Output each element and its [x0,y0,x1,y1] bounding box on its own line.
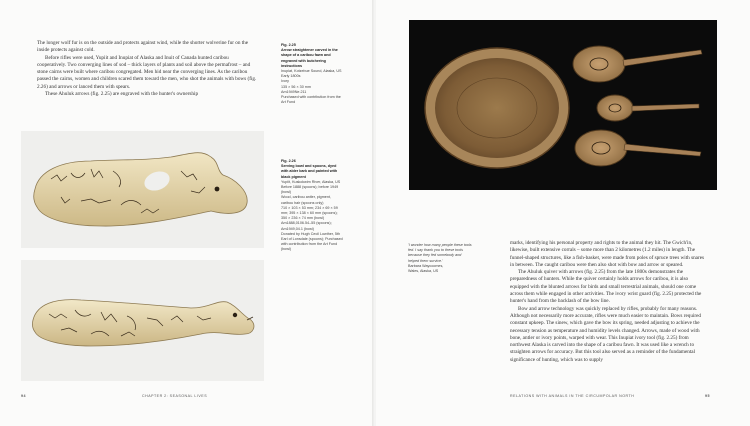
caption-line: Wood, caribou antler, pigment, caribou hair (spoons only) [281,195,331,205]
caption-title: Arrow straightener carved in the shape of a caribou fawn and engraved with butchering instructions [281,48,338,68]
caption-line: Before 1888 (spoons); before 1949 (bowl) [281,185,339,195]
left-running-head: CHAPTER 2: SEASONAL LIVES [142,394,208,398]
quote-author: Barbara Waycoomes, [408,263,444,268]
right-folio: 95 [705,394,710,398]
right-paragraph-2: The Ahuluk quiver with arrows (fig. 2.25) from the late 1800s demonstrates the preparedness of hunters. While the quiver certainly holds arrows for caribou, it is also equipped with the blunted arrows for birds and small terrestrial animals, should one come across them while engaged in other activities. The ivory wrist guard (fig. 2.25) protected the hunter's hand from the backlash of the bow line. [510,269,702,305]
caption-fig-2-25 [281,43,343,105]
right-paragraph-3: Bow and arrow technology was quickly replaced by rifles, probably for many reasons. Although not necessarily more accurate, rifles were much easier to maintain. Bows required constant upkeep. The sinew, which gave the bow its spring, needed adjusting to achieve the necessary tension as temperature and humidity levels changed. Arrows, made of wood with bone, antler or ivory points, warped with wear. This Inupiat ivory tool (fig. 2.25) from northwest Alaska is carved into the shape of a caribou fawn. It was used like a wrench to straighten arrows for accuracy. But this tool also served as a reminder of the fundamental significance of hunting, which was to supply [510,305,702,363]
left-paragraph-3: These Ahuluk arrows (fig. 2.25) are engraved with the hunter's ownership [45,91,199,98]
left-paragraph-1: The longer wolf fur is on the outside and protects against wind, while the shorter wolverine fur on the inside protects against cold. [37,40,249,54]
caption-line: 710 × 103 × 53 mm; 234 × 69 × 59 mm; 395 × 138 × 60 mm (spoons); 350 × 236 × 74 mm (bowl) [281,205,338,221]
caption-line: Am1888,0106.54–55 (spoons); Am1949,04.1 (bowl) [281,221,332,231]
caption-fig-number: Fig. 2.25 [281,43,296,47]
caption-line: Purchased with contribution from the Art Fund [281,95,341,105]
caption-fig-2-26 [281,159,343,253]
caption-line: Ivory [281,79,289,84]
caption-line: Early 1800s [281,74,301,79]
left-page [0,0,374,426]
arrow-straightener-photo-bottom [21,260,264,381]
left-folio: 94 [21,394,26,398]
caption-fig-number: Fig. 2.26 [281,159,296,163]
caption-line: Am1949Ne.211 [281,89,307,94]
caption-line: Donated by Hugh Cecil Lowther, 5th Earl of Lonsdale (spoons); Purchased with contribution from the Art Fund (bowl) [281,231,343,252]
left-body-text [37,40,257,98]
caption-title: Serving bowl and spoons, dyed with alder bark and painted with black pigment [281,164,338,179]
left-paragraph-2: Before rifles were used, Yupiit and Inupiat of Alaska and Inuit of Canada hunted caribou cooperatively. Two converging lines of sod – thick layers of plants and soil above the permafrost – and stone cairns were built where caribou congregated. Men hid near the converging lines. As the caribou passed the cairns, women and children scared them toward the men, who shot the animals with bows (fig. 2.26) and arrows or lanced them with spears. [37,54,257,90]
spoon-top [573,46,702,82]
bowl-and-spoons-photo [409,20,717,190]
spoon-middle [597,95,699,121]
right-paragraph-1: marks, identifying his personal property and rights to the animal they hit. The Gwich'in, likewise, built extensive corrals – some more than 2 kilometres (1.2 miles) in length. The funnel-shaped structures, like a fish-basket, were made from poles of spruce trees with snares in between. The caught caribou were then also shot with bow and arrow or speared. [510,240,705,268]
arrow-straightener-photo-top [21,131,264,248]
right-body-text [510,240,708,364]
right-running-head: RELATIONS WITH ANIMALS IN THE CIRCUMPOLAR NORTH [510,394,635,398]
caption-line: Yupiit, Kuskokwim River, Alaska, US [281,179,341,184]
caption-line: 135 × 56 × 30 mm [281,84,311,89]
pull-quote [408,243,472,274]
quote-place: Wales, Alaska, US [408,269,439,274]
caption-line: Inupiat, Kotzebue Sound, Alaska, US [281,69,342,74]
spoon-bottom [575,130,701,166]
quote-text: 'I wonder how many people these tools fed. I say thank you to these tools because they fed somebody and helped them survive.' [408,243,472,263]
